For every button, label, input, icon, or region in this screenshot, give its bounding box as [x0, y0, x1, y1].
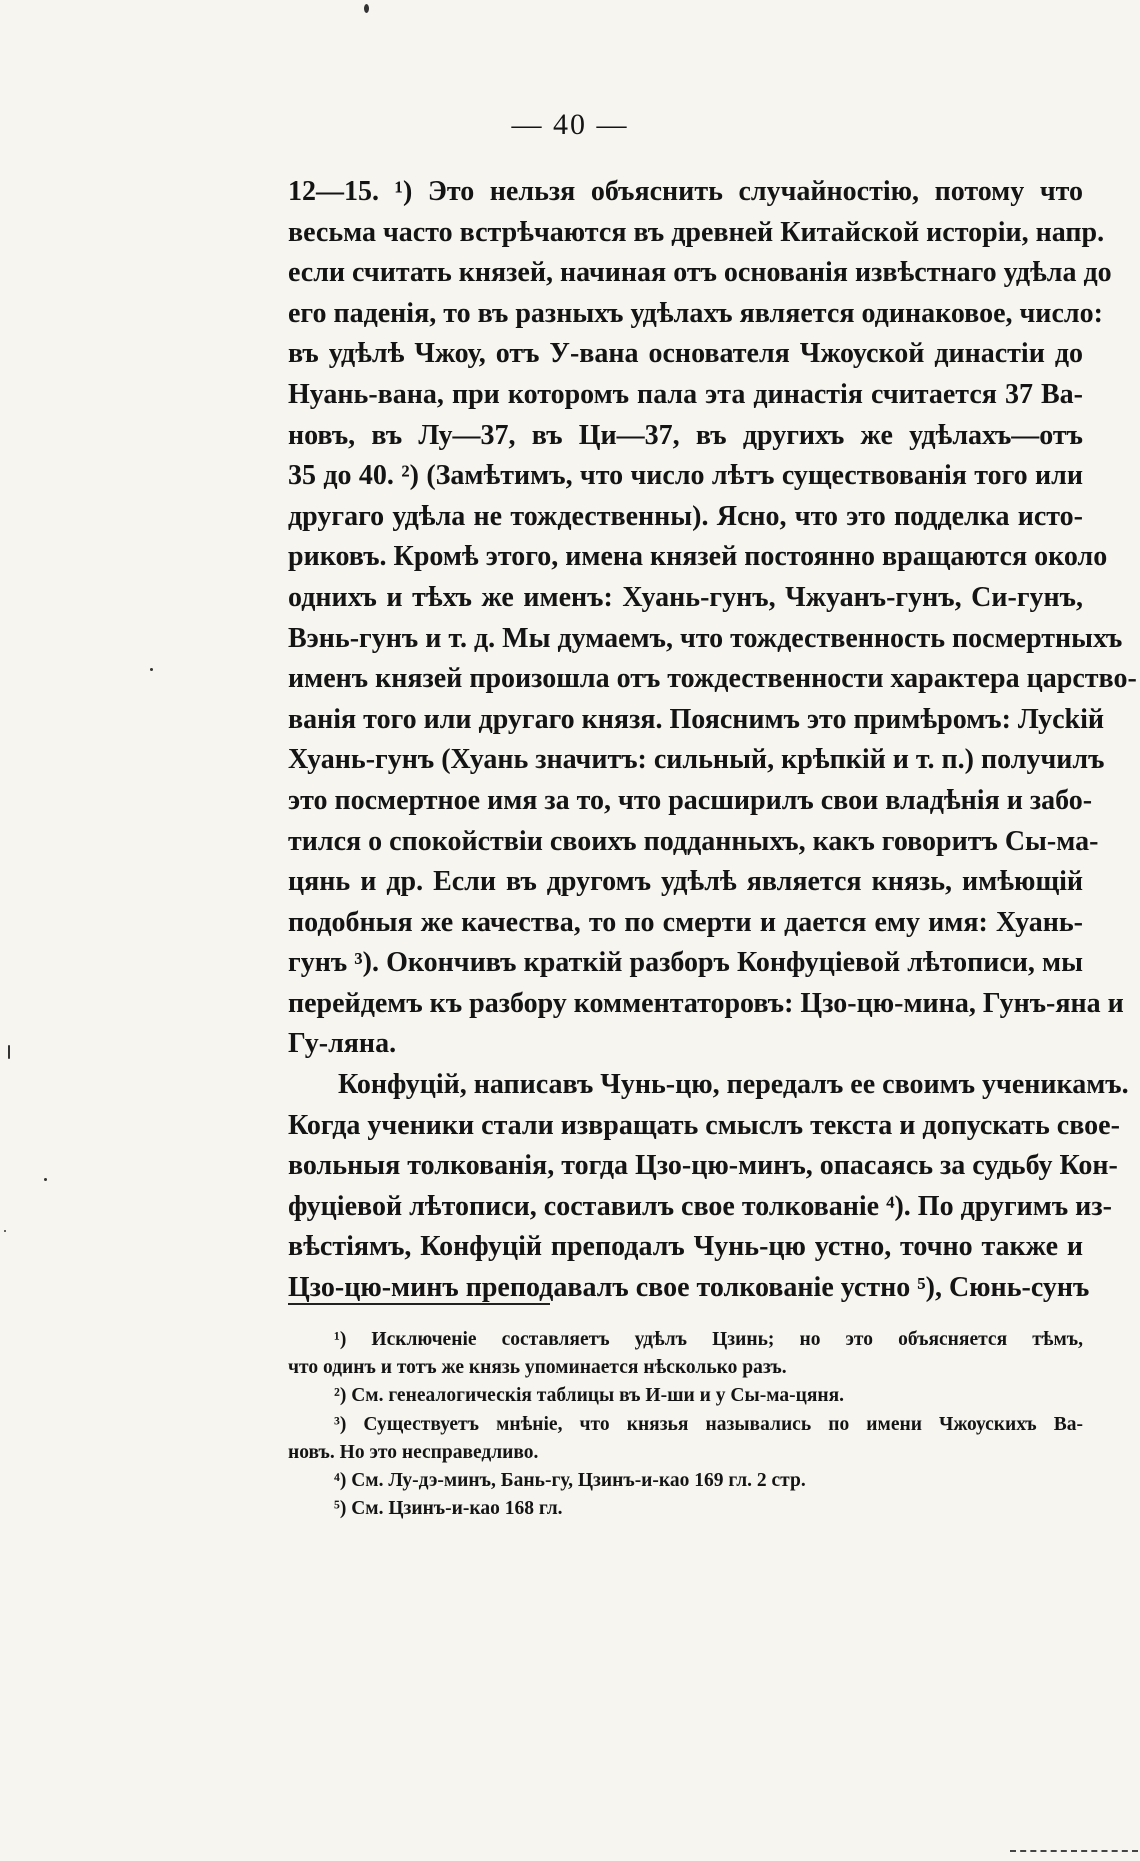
footnote-line: ⁵) См. Цзинъ-и-као 168 гл.: [334, 1498, 563, 1520]
text-line: это посмертное имя за то, что расширилъ свои владѣнія и забо-: [288, 784, 1093, 816]
ink-speck: [4, 1230, 6, 1232]
footnote-line: ³) Существуетъ мнѣніе, что князья назывались по имени Чжоускихъ Ва-: [334, 1413, 1083, 1435]
text-line: Хуань-гунъ (Хуань значитъ: сильный, крѣпкій и т. п.) получилъ: [288, 744, 1105, 776]
text-line: его паденія, то въ разныхъ удѣлахъ является одинаковое, число:: [288, 297, 1103, 329]
text-line: 12—15. ¹) Это нельзя объяснить случайностію, потому что: [288, 176, 1083, 207]
text-line: ванія того или другаго князя. Пояснимъ это примѣромъ: Луckій: [288, 703, 1104, 735]
text-line: въ удѣлѣ Чжоу, отъ У-вана основателя Чжоуской династіи до: [288, 338, 1083, 370]
text-line: Гу-ляна.: [288, 1028, 397, 1060]
footnote-line: новъ. Но это несправедливо.: [288, 1441, 539, 1463]
text-line: весьма часто встрѣчаются въ древней Китайской исторіи, напр.: [288, 216, 1105, 248]
text-line: цянь и др. Если въ другомъ удѣлѣ является князь, имѣющій: [288, 866, 1083, 898]
footnote-line: ⁴) См. Лу-дэ-минъ, Бань-гу, Цзинъ-и-као 169 гл. 2 стр.: [334, 1469, 806, 1491]
footnotes: [288, 1326, 1083, 1523]
text-line: гунъ ³). Окончивъ краткій разборъ Конфуціевой лѣтописи, мы: [288, 947, 1083, 979]
text-line: если считать князей, начиная отъ основанія извѣстнаго удѣла до: [288, 257, 1112, 289]
text-line: вольныя толкованія, тогда Цзо-цю-минъ, опасаясь за судьбу Кон-: [288, 1150, 1118, 1182]
text-line: новъ, въ Лу—37, въ Ци—37, въ другихъ же удѣлахъ—отъ: [288, 419, 1083, 451]
ink-speck: [150, 668, 153, 671]
text-line: подобныя же качества, то по смерти и дается ему имя: Хуань-: [288, 906, 1083, 938]
text-line: другаго удѣла не тождественны). Ясно, что это подделка исто-: [288, 500, 1083, 532]
text-line: именъ князей произошла отъ тождественности характера царство-: [288, 663, 1137, 695]
text-line: фуціевой лѣтописи, составилъ свое толкованіе ⁴). По другимъ из-: [288, 1190, 1112, 1222]
footnote-line: ¹) Исключеніе составляетъ удѣлъ Цзинь; но это объясняется тѣмъ,: [334, 1329, 1083, 1350]
ink-speck: [364, 4, 369, 13]
text-line: Вэнь-гунъ и т. д. Мы думаемъ, что тождественность посмертныхъ: [288, 622, 1123, 654]
text-line: Нуань-вана, при которомъ пала эта династія считается 37 Ва-: [288, 378, 1083, 410]
text-line: 35 до 40. ²) (Замѣтимъ, что число лѣтъ существованія того или: [288, 460, 1083, 492]
scan-edge-mark: [1010, 1850, 1138, 1852]
text-line: Когда ученики стали извращать смыслъ текста и допускать свое-: [288, 1109, 1120, 1141]
footnote-line: что одинъ и тотъ же князь упоминается нѣсколько разъ.: [288, 1357, 787, 1379]
footnote-line: ²) См. генеалогическія таблицы въ И-ши и у Сы-ма-цяня.: [334, 1385, 845, 1407]
text-line: риковъ. Кромѣ этого, имена князей постоянно вращаются около: [288, 541, 1108, 573]
main-text: [288, 172, 1137, 1309]
footnote-separator: [288, 1303, 550, 1305]
text-line: перейдемъ къ разбору комментаторовъ: Цзо-цю-мина, Гунъ-яна и: [288, 987, 1124, 1019]
text-line: Конфуцій, написавъ Чунь-цю, передалъ ее своимъ ученикамъ.: [338, 1069, 1129, 1101]
ink-speck: [8, 1045, 10, 1059]
page-number: — 40 —: [511, 108, 629, 141]
text-line: тился о спокойствіи своихъ подданныхъ, какъ говоритъ Сы-ма-: [288, 825, 1099, 857]
text-line: вѣстіямъ, Конфуцій преподалъ Чунь-цю устно, точно также и: [288, 1231, 1083, 1263]
text-line: Цзо-цю-минъ преподавалъ свое толкованіе устно ⁵), Сюнь-сунъ: [288, 1272, 1090, 1304]
ink-speck: [44, 1178, 47, 1181]
text-line: однихъ и тѣхъ же именъ: Хуань-гунъ, Чжуанъ-гунъ, Си-гунъ,: [288, 581, 1083, 613]
